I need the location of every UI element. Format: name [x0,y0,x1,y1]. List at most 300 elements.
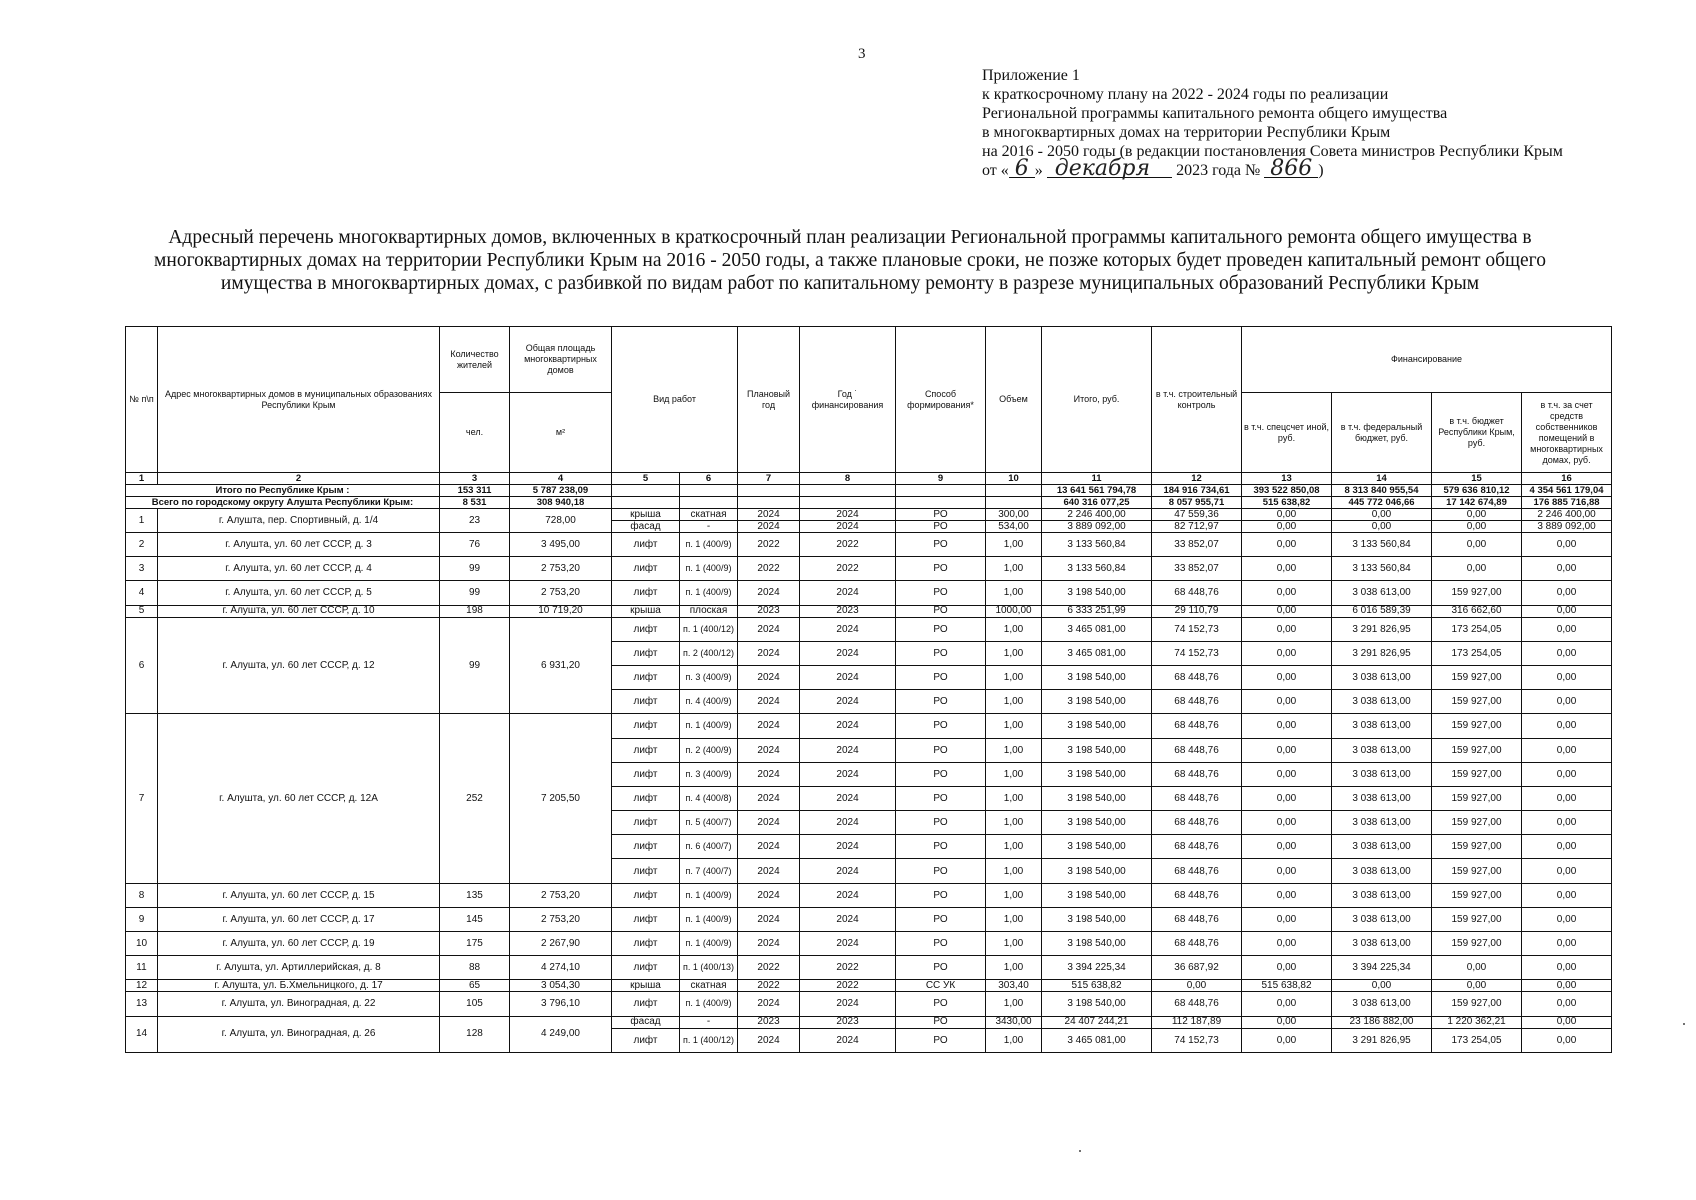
house-address: г. Алушта, ул. Артиллерийская, д. 8 [158,956,440,980]
house-address: г. Алушта, ул. Б.Хмельницкого, д. 17 [158,980,440,992]
house-residents: 105 [440,992,510,1016]
house-address: г. Алушта, ул. 60 лет СССР, д. 15 [158,883,440,907]
method: РО [896,762,986,786]
work-detail: п. 4 (400/9) [680,690,738,714]
table-row [126,956,1612,980]
work-type: лифт [612,956,680,980]
fin-republic: 159 927,00 [1432,581,1522,605]
header-financing: Финансирование [1242,327,1612,393]
total: 6 333 251,99 [1042,605,1152,617]
total-crimea-control: 184 916 734,61 [1152,485,1242,497]
fin-owners: 0,00 [1522,907,1612,931]
work-detail: п. 3 (400/9) [680,762,738,786]
total: 2 246 400,00 [1042,509,1152,521]
house-residents: 128 [440,1016,510,1052]
total-alushta-total: 640 316 077,25 [1042,497,1152,509]
fin-owners: 0,00 [1522,956,1612,980]
work-detail: п. 1 (400/9) [680,533,738,557]
fin-republic: 159 927,00 [1432,907,1522,931]
control: 47 559,36 [1152,509,1242,521]
total: 3 198 540,00 [1042,714,1152,738]
closing-paren: ) [1318,162,1324,179]
house-number: 14 [126,1016,158,1052]
total: 515 638,82 [1042,980,1152,992]
plan-year: 2024 [738,738,800,762]
fin-federal: 0,00 [1332,509,1432,521]
column-number: 4 [510,473,612,485]
volume: 1,00 [986,1028,1042,1052]
plan-year: 2024 [738,932,800,956]
work-type: лифт [612,907,680,931]
column-number: 13 [1242,473,1332,485]
method: РО [896,557,986,581]
work-type: лифт [612,762,680,786]
fin-republic: 0,00 [1432,557,1522,581]
fin-year: 2024 [800,992,896,1016]
volume: 1,00 [986,665,1042,689]
method: РО [896,509,986,521]
fin-year: 2024 [800,907,896,931]
method: РО [896,835,986,859]
house-area: 4 249,00 [510,1016,612,1052]
volume: 1,00 [986,690,1042,714]
fin-other: 0,00 [1242,690,1332,714]
work-detail: - [680,521,738,533]
column-number: 5 [612,473,680,485]
volume: 303,40 [986,980,1042,992]
fin-republic: 159 927,00 [1432,811,1522,835]
fin-federal: 0,00 [1332,980,1432,992]
work-detail: п. 2 (400/9) [680,738,738,762]
house-address: г. Алушта, ул. 60 лет СССР, д. 3 [158,533,440,557]
fin-federal: 3 291 826,95 [1332,617,1432,641]
house-area: 2 753,20 [510,581,612,605]
fin-republic: 0,00 [1432,980,1522,992]
total-crimea-residents: 153 311 [440,485,510,497]
work-detail: п. 1 (400/13) [680,956,738,980]
date-mid: » [1034,162,1043,179]
total-alushta-federal: 445 772 046,66 [1332,497,1432,509]
total-crimea-label: Итого по Республике Крым : [126,485,440,497]
house-area: 2 267,90 [510,932,612,956]
volume: 1,00 [986,617,1042,641]
total: 3 133 560,84 [1042,557,1152,581]
house-residents: 252 [440,714,510,883]
house-number: 11 [126,956,158,980]
house-address: г. Алушта, ул. 60 лет СССР, д. 12 [158,617,440,714]
address-list-table [125,326,1612,1053]
fin-federal: 3 038 613,00 [1332,786,1432,810]
appendix-line: на 2016 - 2050 годы (в редакции постановления Совета министров Республики Крым [982,143,1563,160]
fin-other: 0,00 [1242,617,1332,641]
table-row [126,533,1612,557]
control: 68 448,76 [1152,883,1242,907]
work-type: лифт [612,859,680,883]
fin-republic: 0,00 [1432,533,1522,557]
handwritten-day: 6 [1009,161,1035,178]
appendix-line: к краткосрочному плану на 2022 - 2024 годы по реализации [982,86,1389,103]
volume: 1,00 [986,835,1042,859]
table-row [126,907,1612,931]
column-number: 15 [1432,473,1522,485]
fin-owners: 0,00 [1522,835,1612,859]
fin-year: 2024 [800,581,896,605]
house-number: 5 [126,605,158,617]
house-residents: 145 [440,907,510,931]
work-detail: п. 2 (400/12) [680,641,738,665]
table-row [126,605,1612,617]
total-crimea-row [126,485,1612,497]
fin-other: 0,00 [1242,1028,1332,1052]
control: 68 448,76 [1152,786,1242,810]
house-number: 1 [126,509,158,533]
house-number: 10 [126,932,158,956]
page-number: 3 [858,46,866,62]
fin-year: 2024 [800,1028,896,1052]
method: РО [896,956,986,980]
control: 112 187,89 [1152,1016,1242,1028]
house-area: 6 931,20 [510,617,612,714]
control: 68 448,76 [1152,811,1242,835]
work-type: лифт [612,932,680,956]
header-plan-year: Плановый год [738,327,800,473]
fin-owners: 0,00 [1522,1028,1612,1052]
fin-federal: 3 291 826,95 [1332,641,1432,665]
house-area: 3 796,10 [510,992,612,1016]
column-number: 11 [1042,473,1152,485]
fin-other: 0,00 [1242,509,1332,521]
fin-year: 2024 [800,835,896,859]
fin-year: 2024 [800,665,896,689]
plan-year: 2022 [738,533,800,557]
work-detail: п. 1 (400/12) [680,1028,738,1052]
volume: 1,00 [986,956,1042,980]
volume: 1,00 [986,641,1042,665]
plan-year: 2024 [738,714,800,738]
plan-year: 2024 [738,641,800,665]
work-detail: п. 1 (400/12) [680,617,738,641]
plan-year: 2024 [738,811,800,835]
house-number: 12 [126,980,158,992]
house-number: 2 [126,533,158,557]
table-row [126,980,1612,992]
house-residents: 88 [440,956,510,980]
work-type: лифт [612,992,680,1016]
total: 3 198 540,00 [1042,762,1152,786]
volume: 1,00 [986,786,1042,810]
house-number: 7 [126,714,158,883]
header-fin-year: Год ˙ финансирования [800,327,896,473]
total: 3 198 540,00 [1042,992,1152,1016]
volume: 1,00 [986,557,1042,581]
header-work-type: Вид работ [612,327,738,473]
fin-owners: 0,00 [1522,859,1612,883]
table-body [126,473,1612,1053]
volume: 1,00 [986,762,1042,786]
fin-other: 0,00 [1242,992,1332,1016]
fin-other: 0,00 [1242,605,1332,617]
control: 68 448,76 [1152,835,1242,859]
fin-federal: 3 038 613,00 [1332,859,1432,883]
fin-other: 0,00 [1242,956,1332,980]
method: РО [896,605,986,617]
fin-federal: 3 291 826,95 [1332,1028,1432,1052]
volume: 1,00 [986,811,1042,835]
house-address: г. Алушта, ул. 60 лет СССР, д. 19 [158,932,440,956]
table-row [126,992,1612,1016]
column-number: 2 [158,473,440,485]
work-type: фасад [612,1016,680,1028]
fin-republic: 0,00 [1432,509,1522,521]
fin-other: 0,00 [1242,1016,1332,1028]
work-detail: п. 6 (400/7) [680,835,738,859]
fin-year: 2024 [800,509,896,521]
plan-year: 2022 [738,557,800,581]
control: 68 448,76 [1152,581,1242,605]
fin-year: 2023 [800,1016,896,1028]
column-number: 12 [1152,473,1242,485]
fin-year: 2022 [800,557,896,581]
fin-republic: 159 927,00 [1432,992,1522,1016]
fin-year: 2024 [800,859,896,883]
work-detail: п. 1 (400/9) [680,883,738,907]
work-type: лифт [612,641,680,665]
fin-federal: 3 038 613,00 [1332,690,1432,714]
work-type: лифт [612,581,680,605]
house-area: 3 054,30 [510,980,612,992]
control: 74 152,73 [1152,617,1242,641]
fin-republic: 173 254,05 [1432,617,1522,641]
volume: 1,00 [986,581,1042,605]
house-address: г. Алушта, пер. Спортивный, д. 1/4 [158,509,440,533]
work-type: лифт [612,1028,680,1052]
table-row [126,617,1612,641]
fin-owners: 0,00 [1522,714,1612,738]
total: 3 133 560,84 [1042,533,1152,557]
fin-federal: 3 038 613,00 [1332,883,1432,907]
house-address: г. Алушта, ул. Виноградная, д. 26 [158,1016,440,1052]
fin-owners: 0,00 [1522,786,1612,810]
fin-owners: 0,00 [1522,617,1612,641]
total-alushta-label: Всего по городскому округу Алушта Республики Крым: [126,497,440,509]
fin-year: 2024 [800,738,896,762]
volume: 534,00 [986,521,1042,533]
method: РО [896,932,986,956]
fin-year: 2024 [800,690,896,714]
method: РО [896,641,986,665]
column-number: 14 [1332,473,1432,485]
column-number-row [126,473,1612,485]
header-method: Способ формирования* [896,327,986,473]
fin-year: 2024 [800,932,896,956]
fin-other: 0,00 [1242,883,1332,907]
control: 74 152,73 [1152,1028,1242,1052]
work-type: лифт [612,738,680,762]
method: РО [896,907,986,931]
total: 3 198 540,00 [1042,811,1152,835]
header-fin-republic: в т.ч. бюджет Республики Крым, руб. [1432,393,1522,473]
work-type: лифт [612,883,680,907]
fin-other: 0,00 [1242,581,1332,605]
house-number: 6 [126,617,158,714]
control: 68 448,76 [1152,762,1242,786]
total: 3 198 540,00 [1042,665,1152,689]
fin-other: 0,00 [1242,762,1332,786]
header-volume: Объем [986,327,1042,473]
house-area: 10 719,20 [510,605,612,617]
plan-year: 2024 [738,859,800,883]
fin-federal: 6 016 589,39 [1332,605,1432,617]
column-number: 16 [1522,473,1612,485]
total-crimea-federal: 8 313 840 955,54 [1332,485,1432,497]
column-number: 7 [738,473,800,485]
fin-other: 0,00 [1242,714,1332,738]
house-residents: 99 [440,581,510,605]
work-detail: п. 1 (400/9) [680,557,738,581]
method: РО [896,581,986,605]
fin-owners: 3 889 092,00 [1522,521,1612,533]
fin-federal: 3 133 560,84 [1332,557,1432,581]
plan-year: 2024 [738,617,800,641]
fin-owners: 0,00 [1522,557,1612,581]
plan-year: 2024 [738,690,800,714]
house-number: 9 [126,907,158,931]
total: 3 198 540,00 [1042,690,1152,714]
total-alushta-residents: 8 531 [440,497,510,509]
total: 3 465 081,00 [1042,617,1152,641]
house-residents: 99 [440,617,510,714]
work-type: лифт [612,533,680,557]
plan-year: 2024 [738,665,800,689]
fin-owners: 0,00 [1522,581,1612,605]
house-number: 3 [126,557,158,581]
work-detail: п. 3 (400/9) [680,665,738,689]
fin-owners: 0,00 [1522,762,1612,786]
total: 24 407 244,21 [1042,1016,1152,1028]
work-detail: плоская [680,605,738,617]
fin-year: 2024 [800,521,896,533]
volume: 1,00 [986,714,1042,738]
total: 3 198 540,00 [1042,859,1152,883]
house-area: 4 274,10 [510,956,612,980]
header-fin-other: в т.ч. спецсчет иной, руб. [1242,393,1332,473]
fin-federal: 3 038 613,00 [1332,738,1432,762]
decree-date-line [982,156,1563,181]
fin-owners: 0,00 [1522,992,1612,1016]
plan-year: 2024 [738,883,800,907]
method: РО [896,521,986,533]
total-crimea-owners: 4 354 561 179,04 [1522,485,1612,497]
fin-federal: 3 038 613,00 [1332,811,1432,835]
control: 68 448,76 [1152,738,1242,762]
house-address: г. Алушта, ул. 60 лет СССР, д. 10 [158,605,440,617]
appendix-note [982,66,1563,180]
header-fin-owners: в т.ч. за счет средств собственников помещений в многоквартирных домах, руб. [1522,393,1612,473]
fin-owners: 0,00 [1522,690,1612,714]
total-alushta-owners: 176 885 716,88 [1522,497,1612,509]
fin-other: 0,00 [1242,859,1332,883]
fin-owners: 0,00 [1522,980,1612,992]
method: РО [896,786,986,810]
fin-federal: 3 038 613,00 [1332,907,1432,931]
total-crimea-area: 5 787 238,09 [510,485,612,497]
volume: 300,00 [986,509,1042,521]
volume: 1,00 [986,907,1042,931]
control: 0,00 [1152,980,1242,992]
fin-owners: 0,00 [1522,883,1612,907]
plan-year: 2023 [738,605,800,617]
fin-year: 2024 [800,811,896,835]
work-detail: - [680,1016,738,1028]
header-total: Итого, руб. [1042,327,1152,473]
column-number: 9 [896,473,986,485]
total: 3 198 540,00 [1042,738,1152,762]
work-type: крыша [612,509,680,521]
header-address: Адрес многоквартирных домов в муниципальных образованиях Республики Крым [158,327,440,473]
fin-other: 0,00 [1242,811,1332,835]
fin-owners: 0,00 [1522,811,1612,835]
total-alushta-other: 515 638,82 [1242,497,1332,509]
column-number: 8 [800,473,896,485]
work-detail: п. 7 (400/7) [680,859,738,883]
table-row [126,509,1612,521]
header-fin-federal: в т.ч. федеральный бюджет, руб. [1332,393,1432,473]
work-type: лифт [612,665,680,689]
house-area: 728,00 [510,509,612,533]
fin-year: 2024 [800,714,896,738]
header-control: в т.ч. строительный контроль [1152,327,1242,473]
control: 68 448,76 [1152,714,1242,738]
fin-year: 2022 [800,956,896,980]
fin-year: 2024 [800,762,896,786]
work-type: лифт [612,835,680,859]
house-address: г. Алушта, ул. 60 лет СССР, д. 4 [158,557,440,581]
fin-republic: 159 927,00 [1432,835,1522,859]
fin-republic: 159 927,00 [1432,932,1522,956]
fin-federal: 3 038 613,00 [1332,581,1432,605]
plan-year: 2024 [738,907,800,931]
total: 3 465 081,00 [1042,641,1152,665]
method: РО [896,690,986,714]
fin-federal: 3 038 613,00 [1332,665,1432,689]
total-alushta-control: 8 057 955,71 [1152,497,1242,509]
house-address: г. Алушта, ул. 60 лет СССР, д. 17 [158,907,440,931]
house-area: 7 205,50 [510,714,612,883]
total-crimea-other: 393 522 850,08 [1242,485,1332,497]
total: 3 198 540,00 [1042,883,1152,907]
fin-other: 0,00 [1242,557,1332,581]
plan-year: 2024 [738,835,800,859]
fin-other: 0,00 [1242,665,1332,689]
work-type: крыша [612,980,680,992]
work-detail: скатная [680,509,738,521]
house-area: 3 495,00 [510,533,612,557]
fin-year: 2024 [800,617,896,641]
fin-owners: 0,00 [1522,1016,1612,1028]
fin-other: 515 638,82 [1242,980,1332,992]
fin-other: 0,00 [1242,835,1332,859]
house-residents: 175 [440,932,510,956]
control: 82 712,97 [1152,521,1242,533]
total: 3 198 540,00 [1042,835,1152,859]
work-detail: п. 1 (400/9) [680,714,738,738]
fin-other: 0,00 [1242,786,1332,810]
header-num: № п\п [126,327,158,473]
work-type: лифт [612,786,680,810]
total: 3 465 081,00 [1042,1028,1152,1052]
total: 3 198 540,00 [1042,907,1152,931]
volume: 1000,00 [986,605,1042,617]
